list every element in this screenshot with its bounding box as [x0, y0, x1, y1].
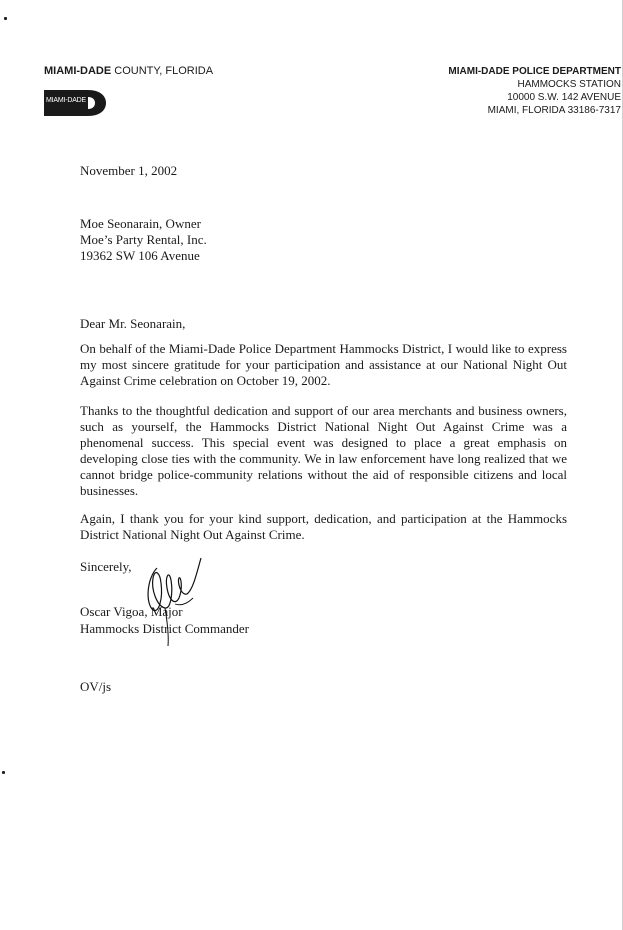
scan-speck	[2, 771, 5, 774]
recipient-line: Moe Seonarain, Owner	[80, 216, 201, 231]
closing: Sincerely,	[80, 559, 132, 574]
body-paragraph: On behalf of the Miami-Dade Police Department Hammocks District, I would like to express my most sincere gratitude for your participation and assistance at our National Night Out Against Crime celebration on October 19, 2002.	[80, 341, 567, 388]
county-heading	[44, 65, 213, 77]
body-paragraph: Thanks to the thoughtful dedication and support of our area merchants and business owners, such as yourself, the Hammocks District National Night Out Against Crime was a phenomenal success. This special event was designed to place a great emphasis on developing close ties with the community. We in law enforcement have long realized that we cannot bridge police-community relations without the aid of responsible citizens and local businesses.	[80, 403, 567, 498]
recipient-address	[80, 216, 207, 264]
station-name: HAMMOCKS STATION	[517, 79, 621, 90]
typist-initials: OV/js	[80, 679, 112, 694]
recipient-line: Moe’s Party Rental, Inc.	[80, 232, 207, 247]
street-address: 10000 S.W. 142 AVENUE	[507, 92, 621, 103]
miami-dade-logo	[44, 90, 106, 116]
signer-title: Hammocks District Commander	[80, 621, 249, 636]
signer-name: Oscar Vigoa, Major	[80, 604, 183, 619]
handwritten-signature	[135, 548, 215, 648]
city-address: MIAMI, FLORIDA 33186-7317	[487, 105, 621, 116]
salutation: Dear Mr. Seonarain,	[80, 316, 186, 331]
body-paragraph: Again, I thank you for your kind support, dedication, and participation at the Hammocks District National Night Out Against Crime.	[80, 511, 567, 542]
recipient-line: 19362 SW 106 Avenue	[80, 248, 200, 263]
department-name: MIAMI-DADE POLICE DEPARTMENT	[448, 66, 621, 77]
logo-text: MIAMI-DADE	[46, 97, 87, 104]
scan-speck	[4, 17, 7, 20]
department-address-block	[448, 65, 621, 117]
county-bold: MIAMI-DADE	[44, 65, 112, 77]
county-rest: COUNTY, FLORIDA	[111, 65, 214, 77]
letter-date: November 1, 2002	[80, 163, 178, 178]
